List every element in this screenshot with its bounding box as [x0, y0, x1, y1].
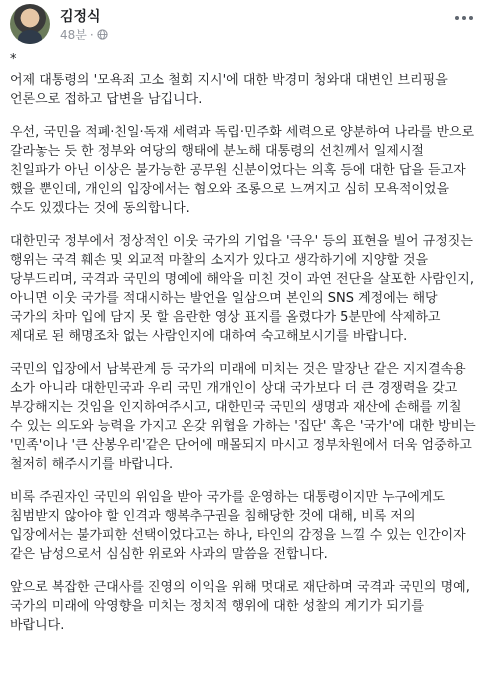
- post-body: [10, 50, 476, 649]
- post-paragraph: 대한민국 정부에서 정상적인 이웃 국가의 기업을 '극우' 등의 표현을 빌어 규정짓는 행위는 국격 훼손 및 외교적 마찰의 소지가 있다고 생각하기에 지양할 것을 당부드리며, 국격과 국민의 명예에 해악을 미친 것이 과연 전단을 살포한 사람인지, 아니면 이웃 국가를 적대시하는 발언을 일삼으며 본인의 SNS 계정에는 해당 국가의 차마 입에 담지 못 할 음란한 영상 표지를 올렸다가 5분만에 삭제하고 제대로 된 해명조차 없는 사람인지에 대하여 숙고해보시기를 바랍니다.: [10, 234, 475, 344]
- globe-icon[interactable]: [97, 29, 108, 40]
- meta-separator: ·: [89, 27, 94, 42]
- post-timestamp[interactable]: 48분: [60, 28, 87, 42]
- author-name[interactable]: 김정식: [60, 9, 101, 25]
- post-paragraph: 어제 대통령의 '모욕죄 고소 철회 지시'에 대한 박경미 청와대 대변인 브리핑을 언론으로 접하고 답변을 남깁니다.: [10, 73, 448, 107]
- post-paragraph: 우선, 국민을 적폐·친일·독재 세력과 독립·민주화 세력으로 양분하여 나라를 반으로 갈라놓는 듯 한 정부와 여당의 행태에 분노해 대통령의 선친께서 일제시절 친일파가 아닌 이상은 불가능한 공무원 신분이었다는 의혹 등에 대한 답을 듣고자 했을 뿐인데, 개인의 입장에서는 혐오와 조롱으로 느껴지고 심히 모욕적이었을 수도 있겠다는 것에 동의합니다.: [10, 125, 475, 216]
- post-header: [0, 0, 487, 48]
- post-paragraph: 국민의 입장에서 남북관계 등 국가의 미래에 미치는 것은 말장난 같은 지지결속용 소가 아니라 대한민국과 우리 국민 개개인이 상대 국가보다 더 큰 경쟁력을 갖고 부강해지는 것임을 인지하여주시고, 대한민국 국민의 생명과 재산에 손해를 끼칠 수 있는 의도와 능력을 가지고 온갖 위협을 가하는 '집단' 혹은 '국가'에 대한 방비는 '민족'이나 '큰 산봉우리'같은 단어에 매몰되지 마시고 정부차원에서 더욱 엄중하고 철저히 해주시기를 바랍니다.: [10, 362, 476, 472]
- post-paragraph: 비록 주권자인 국민의 위임을 받아 국가를 운영하는 대통령이지만 누구에게도 침범받지 않아야 할 인격과 행복추구권을 침해당한 것에 대해, 비록 저의 입장에서는 불가피한 선택이었다고는 하나, 타인의 감정을 느낄 수 있는 인간이자 같은 남성으로서 심심한 위로와 사과의 말씀을 전합니다.: [10, 490, 466, 562]
- more-options-icon[interactable]: [453, 10, 475, 26]
- post-meta: [60, 26, 108, 43]
- post-paragraph: *: [10, 52, 17, 67]
- author-avatar[interactable]: [10, 4, 50, 44]
- post-paragraph: 앞으로 복잡한 근대사를 진영의 이익을 위해 멋대로 재단하며 국격과 국민의 명예, 국가의 미래에 악영향을 미치는 정치적 행위에 대한 성찰의 계기가 되기를 바랍니다.: [10, 580, 470, 633]
